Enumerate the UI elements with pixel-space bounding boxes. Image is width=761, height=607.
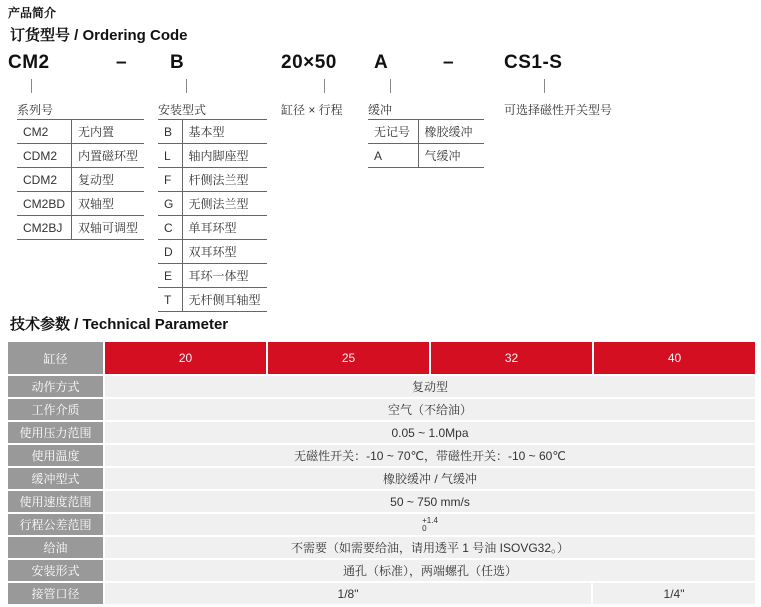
header-bore-label: 缸径: [8, 342, 103, 374]
table-row: T 无杆侧耳轴型: [158, 288, 267, 312]
code-segment-dash: –: [116, 52, 128, 73]
cushion-code-table: [368, 119, 484, 168]
label-cushion: 缓冲: [368, 103, 393, 117]
table-row-speed-range: 使用速度范围 50 ~ 750 mm/s: [8, 491, 755, 512]
stroke-tolerance-value: +1.4 0: [422, 515, 438, 533]
table-row: C 单耳环型: [158, 216, 267, 240]
table-row-lubrication: 给油 不需要（如需要给油，请用透平 1 号油 ISOVG32。）: [8, 537, 755, 558]
connector-line: [186, 79, 187, 93]
table-row: 无记号 橡胶缓冲: [368, 120, 484, 144]
table-row-stroke-tolerance: 行程公差范围 +1.4 0: [8, 514, 755, 535]
table-row: B 基本型: [158, 120, 267, 144]
port-size-small-bores: 1/8": [105, 583, 591, 604]
label-mount-type: 安装型式: [158, 103, 207, 117]
label-series: 系列号: [17, 103, 54, 117]
header-bore-32: 32: [431, 342, 592, 374]
table-row: CM2 无内置: [17, 120, 144, 144]
breadcrumb-section-label: 产品简介: [8, 6, 57, 20]
connector-line: [390, 79, 391, 93]
mount-type-table: [158, 119, 267, 312]
table-row-temperature: 使用温度 无磁性开关：-10 ~ 70℃，带磁性开关：-10 ~ 60℃: [8, 445, 755, 466]
table-row: L 轴内脚座型: [158, 144, 267, 168]
table-row: G 无侧法兰型: [158, 192, 267, 216]
header-bore-40: 40: [594, 342, 755, 374]
header-bore-25: 25: [268, 342, 429, 374]
table-row: CM2BJ 双轴可调型: [17, 216, 144, 240]
table-row: A 气缓冲: [368, 144, 484, 168]
label-bore-stroke: 缸径 × 行程: [281, 103, 343, 117]
table-row: CM2BD 双轴型: [17, 192, 144, 216]
connector-line: [31, 79, 32, 93]
table-row: CDM2 内置磁环型: [17, 144, 144, 168]
code-segment-dash2: –: [443, 52, 455, 73]
code-segment-series: CM2: [8, 52, 50, 73]
connector-line: [544, 79, 545, 93]
series-code-table: [17, 119, 144, 240]
technical-parameter-title: 技术参数 / Technical Parameter: [10, 316, 229, 333]
header-bore-20: 20: [105, 342, 266, 374]
code-segment-cushion: A: [374, 52, 389, 73]
ordering-code-title: 订货型号 / Ordering Code: [10, 27, 188, 44]
table-row-port-size: 接管口径 1/8" 1/4": [8, 583, 755, 604]
table-row: D 双耳环型: [158, 240, 267, 264]
code-segment-mount: B: [170, 52, 185, 73]
table-row-medium: 工作介质 空气（不给油）: [8, 399, 755, 420]
table-row-cushion-type: 缓冲型式 橡胶缓冲 / 气缓冲: [8, 468, 755, 489]
table-row-mounting-form: 安装形式 通孔（标准），两端螺孔（任选）: [8, 560, 755, 581]
table-row-pressure-range: 使用压力范围 0.05 ~ 1.0Mpa: [8, 422, 755, 443]
connector-line: [324, 79, 325, 93]
table-row-action-type: 动作方式 复动型: [8, 376, 755, 397]
tech-parameter-table: [8, 342, 755, 606]
code-segment-bore-stroke: 20×50: [281, 52, 337, 73]
table-row: F 杆侧法兰型: [158, 168, 267, 192]
label-switch-option: 可选择磁性开关型号: [504, 103, 613, 117]
table-row: E 耳环一体型: [158, 264, 267, 288]
code-segment-switch: CS1-S: [504, 52, 563, 73]
tech-table-header: [8, 342, 755, 374]
table-row: CDM2 复动型: [17, 168, 144, 192]
port-size-large-bore: 1/4": [593, 583, 755, 604]
